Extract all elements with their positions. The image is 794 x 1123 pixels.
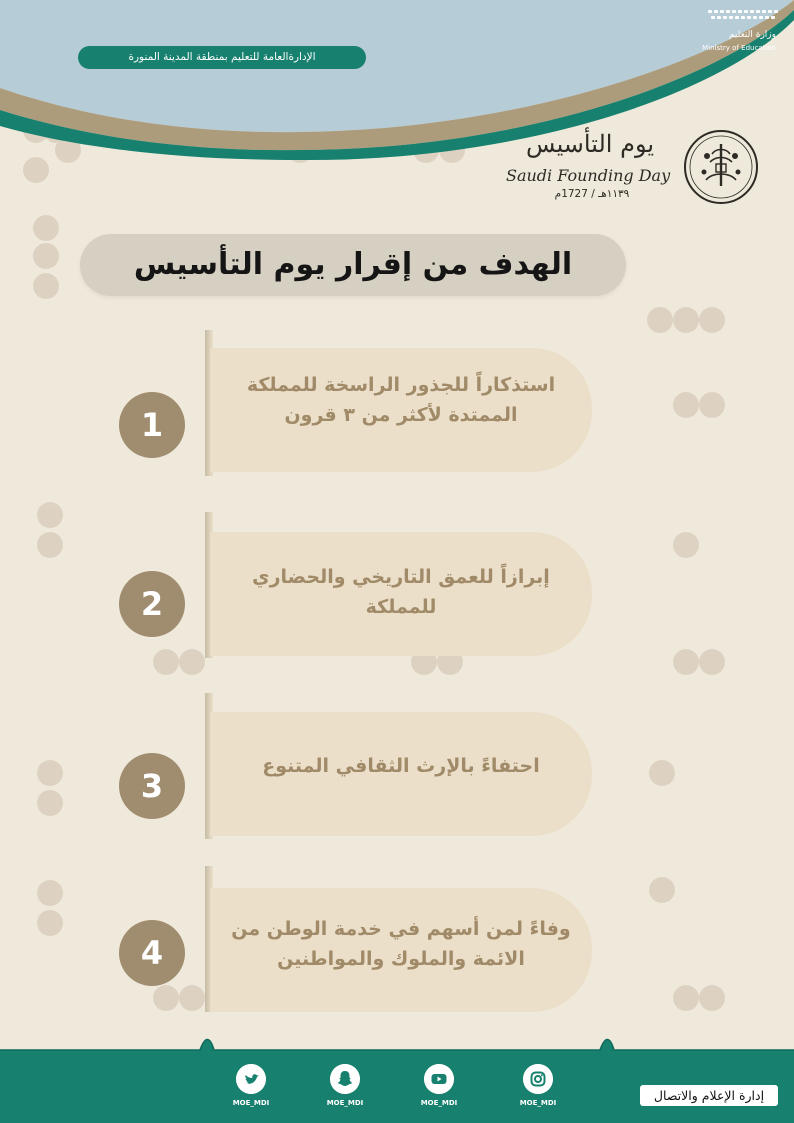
footer-band [0, 1036, 794, 1123]
title-banner [80, 234, 626, 296]
ministry-of-education-logo [694, 8, 784, 54]
ministry-dots-icon [708, 8, 778, 24]
snapchat-link[interactable] [325, 1064, 365, 1107]
founding-day-logo [500, 126, 762, 210]
social-handle: MOE_MDI [232, 1099, 270, 1107]
goal-number-2: 2 [119, 571, 185, 637]
social-handle: MOE_MDI [326, 1099, 364, 1107]
goal-text-1: استذكاراً للجذور الراسخة للمملكة الممتدة لأكثر من ٣ قرون [246, 374, 556, 426]
founding-day-arabic: يوم التأسيس [525, 130, 655, 158]
goal-text-3: احتفاءً بالإرث الثقافي المتنوع [262, 755, 540, 777]
page-title: الهدف من إقرار يوم التأسيس [133, 247, 573, 282]
instagram-link[interactable] [518, 1064, 558, 1107]
goal-number-4: 4 [119, 920, 185, 986]
founding-day-date: ١١٣٩هـ / 1727م [554, 188, 630, 200]
region-name-banner: الإدارةالعامة للتعليم بمنطقة المدينة المنورة [78, 46, 366, 69]
social-handle: MOE_MDI [519, 1099, 557, 1107]
ministry-name-arabic: وزارة التعليم [728, 30, 776, 40]
youtube-link[interactable] [419, 1064, 459, 1107]
youtube-icon [424, 1064, 454, 1094]
twitter-link[interactable] [231, 1064, 271, 1107]
founding-day-english: Saudi Founding Day [506, 166, 671, 185]
goal-text-4: وفاءً لمن أسهم في خدمة الوطن من الائمة والملوك والمواطنين [231, 918, 571, 970]
twitter-icon [236, 1064, 266, 1094]
instagram-icon [523, 1064, 553, 1094]
goal-number-1: 1 [119, 392, 185, 458]
goal-text-2: إبرازاً للعمق التاريخي والحضاري للمملكة [252, 566, 550, 618]
founding-day-emblem-icon [682, 128, 760, 206]
ministry-name-english: Ministry of Education [702, 44, 776, 52]
social-handle: MOE_MDI [420, 1099, 458, 1107]
snapchat-icon [330, 1064, 360, 1094]
goal-number-3: 3 [119, 753, 185, 819]
department-label: إدارة الإعلام والاتصال [640, 1085, 778, 1106]
